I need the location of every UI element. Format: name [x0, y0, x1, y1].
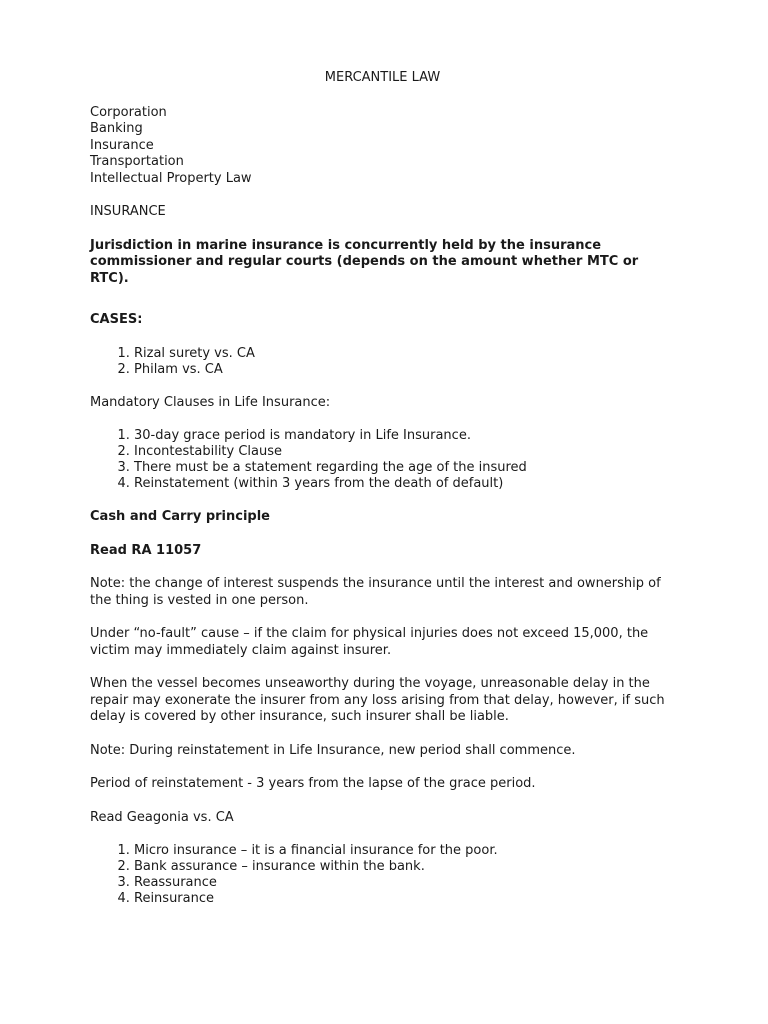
topic-item: Transportation: [90, 154, 184, 169]
cases-list: [90, 346, 690, 378]
note-reinstatement-paragraph: Note: During reinstatement in Life Insurance, new period shall commence.: [90, 742, 576, 758]
cash-carry-heading: Cash and Carry principle: [90, 509, 270, 524]
list-item: 1. 30-day grace period is mandatory in Life Insurance.: [134, 428, 690, 444]
mandatory-clauses-list: [90, 428, 690, 492]
list-item: 2. Bank assurance – insurance within the bank.: [134, 859, 690, 875]
list-item: 2. Philam vs. CA: [134, 362, 690, 378]
cases-heading: CASES:: [90, 312, 143, 327]
period-reinstatement-paragraph: Period of reinstatement - 3 years from the lapse of the grace period.: [90, 776, 536, 791]
mandatory-heading: Mandatory Clauses in Life Insurance:: [90, 394, 331, 410]
read-ra-heading: Read RA 11057: [90, 542, 202, 558]
topic-list: [90, 105, 690, 188]
list-item: 4. Reinstatement (within 3 years from the death of default): [134, 476, 690, 492]
no-fault-paragraph: Under “no-fault” cause – if the claim for physical injuries does not exceed 15,000, the victim may immediately claim against insurer.: [90, 626, 649, 658]
topic-item: Banking: [90, 121, 143, 136]
vessel-paragraph: When the vessel becomes unseaworthy during the voyage, unreasonable delay in the repair may exonerate the insurer from any loss arising from that delay, however, if such delay is covered by other insurance, such insurer shall be liable.: [90, 676, 665, 724]
topic-item: Intellectual Property Law: [90, 170, 252, 186]
jurisdiction-paragraph: Jurisdiction in marine insurance is concurrently held by the insurance commissioner and regular courts (depends on the amount whether MTC or RTC).: [90, 237, 639, 286]
list-item: 1. Rizal surety vs. CA: [134, 346, 690, 362]
list-item: 3. There must be a statement regarding the age of the insured: [134, 460, 690, 476]
section-heading: INSURANCE: [90, 204, 166, 219]
topic-item: Corporation: [90, 104, 167, 120]
read-geagonia: Read Geagonia vs. CA: [90, 809, 234, 825]
document-page: [90, 70, 690, 907]
insurance-types-list: [90, 843, 690, 907]
topic-item: Insurance: [90, 137, 154, 153]
list-item: 4. Reinsurance: [134, 891, 690, 907]
list-item: 3. Reassurance: [134, 875, 690, 891]
note-interest-paragraph: Note: the change of interest suspends the insurance until the interest and ownership of the thing is vested in one person.: [90, 576, 661, 608]
list-item: 2. Incontestability Clause: [134, 444, 690, 460]
list-item: 1. Micro insurance – it is a financial insurance for the poor.: [134, 843, 690, 859]
document-title: MERCANTILE LAW: [324, 70, 441, 85]
